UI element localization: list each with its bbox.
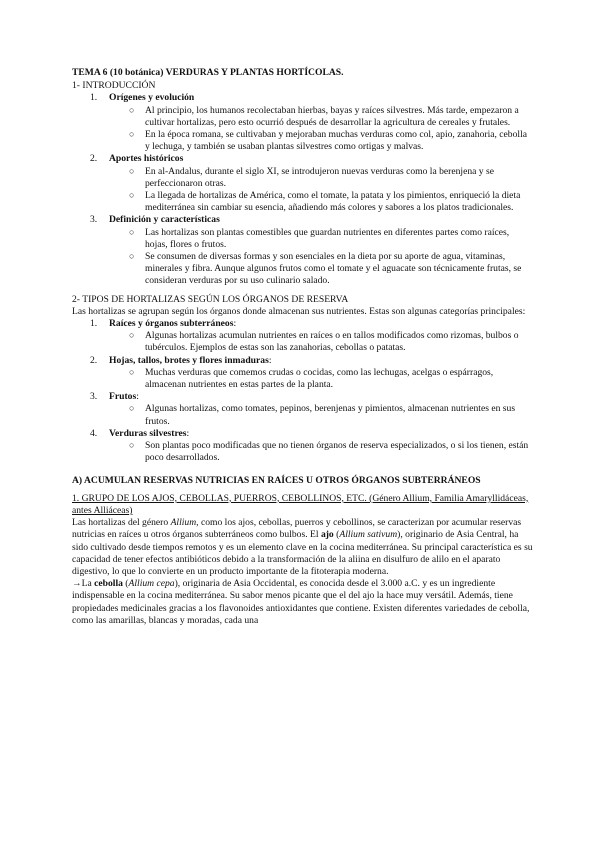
list-item-label: Hojas, tallos, brotes y flores inmaduras: [109, 354, 269, 366]
list-item: [72, 214, 534, 287]
section-2-intro: Las hortalizas se agrupan según los órganos donde almacenan sus nutrientes. Estas son algunas categorías principales:: [72, 305, 526, 317]
paragraph-cebolla: →La cebolla (Allium cepa), originaria de Asia Occidental, es conocida desde el 3.000 a.C. y es un ingrediente indispensable en la cocina mediterránea. Su sabor menos picante que el del ajo la hace muy versátil. Además, tiene propiedades medicinales gracias a los flavonoides antioxidantes que contiene. Existen diferentes variedades de cebolla, como las amarillas, blancas y moradas, cada una: [72, 578, 530, 626]
bullet-list: [109, 367, 534, 391]
section-1-list: [72, 92, 534, 287]
list-item-label: Frutos: [109, 391, 137, 403]
section-a-subheading: 1. GRUPO DE LOS AJOS, CEBOLLAS, PUERROS, CEBOLLINOS, ETC. (Género Allium, Familia Amaryllidáceas, antes Alliáceas): [72, 492, 529, 516]
list-item-label: Raíces y órganos subterráneos: [109, 318, 234, 330]
list-item-label: Definición y características: [109, 214, 220, 226]
list-number: 1.: [90, 92, 98, 104]
bullet-item: ○ Muchas verduras que comemos crudas o cocidas, como las lechugas, acelgas o espárragos, almacenan nutrientes en estas partes de la planta.: [129, 366, 494, 391]
bullet-item: ○ La llegada de hortalizas de América, como el tomate, la patata y los pimientos, enriqueció la dieta mediterránea sin cambiar su esencia, añadiendo más colores y sabores a los platos tradicionales.: [129, 190, 521, 214]
list-item-label: Orígenes y evolución: [109, 92, 195, 104]
list-item: [72, 153, 534, 214]
section-1-heading: 1- INTRODUCCIÓN: [72, 80, 156, 92]
list-number: 3.: [90, 214, 98, 226]
circle-bullet-icon: ○: [129, 104, 135, 115]
list-item-label: Verduras silvestres: [109, 427, 187, 439]
bullet-item: ○ Son plantas poco modificadas que no tienen órganos de reserva especializados, o si los tienen, están poco desarrollados.: [129, 440, 529, 464]
circle-bullet-icon: ○: [129, 226, 135, 237]
list-number: 1.: [90, 318, 98, 330]
list-item: 4. Verduras silvestres: ○ Son plantas poco modificadas que no tienen órganos de reserva especializados, o si los tienen, están poco desarrollados.: [72, 428, 534, 465]
list-number: 3.: [90, 391, 98, 403]
bullet-item: ○ Algunas hortalizas, como tomates, pepinos, berenjenas y pimientos, almacenan nutrientes en sus frutos.: [129, 403, 516, 427]
bullet-item: ○ En la época romana, se cultivaban y mejoraban muchas verduras como col, apio, zanahoria, cebolla y lechuga, y también se usaban plantas silvestres como ortigas y malvas.: [129, 129, 527, 153]
circle-bullet-icon: ○: [129, 330, 135, 341]
circle-bullet-icon: ○: [129, 366, 135, 377]
bullet-list: [109, 166, 534, 215]
page-title: TEMA 6 (10 botánica) VERDURAS Y PLANTAS HORTÍCOLAS.: [72, 67, 344, 78]
list-item: [72, 92, 534, 153]
list-item-label: Aportes históricos: [109, 153, 184, 165]
bullet-list: [109, 403, 534, 427]
paragraph-ajo: Las hortalizas del género Allium, como los ajos, cebollas, puerros y cebollinos, se caracterizan por acumular reservas nutricias en raíces u otros órganos subterráneos como bulbos. El ajo (Allium sativum), originario de Asia Central, ha sido cultivado desde tiempos remotos y es un elemento clave en la cocina mediterránea. Su principal característica es su capacidad de tener efectos antibióticos debido a la transformación de la aliina en disulfuro de alilo en el aparato digestivo, lo que lo convierte en un producto importante de la fitoterapia moderna.: [72, 517, 533, 577]
circle-bullet-icon: ○: [129, 190, 135, 201]
document-page: [72, 67, 534, 627]
bullet-list: [109, 330, 534, 354]
list-number: 2.: [90, 153, 98, 165]
bullet-item: ○ Se consumen de diversas formas y son esenciales en la dieta por su aporte de agua, vitaminas, minerales y fibra. Aunque algunos frutos como el tomate y el aguacate son técnicamente frutas, se consideran verduras por su uso culinario salado.: [129, 251, 522, 287]
list-number: 2.: [90, 354, 98, 366]
circle-bullet-icon: ○: [129, 129, 135, 140]
bullet-item: ○ Al principio, los humanos recolectaban hierbas, bayas y raíces silvestres. Más tarde, empezaron a cultivar hortalizas, pero esto ocurrió después de desarrollar la agricultura de cereales y frutales.: [129, 104, 519, 128]
bullet-item: ○ Las hortalizas son plantas comestibles que guardan nutrientes en diferentes partes como raíces, hojas, flores o frutos.: [129, 226, 510, 250]
section-a-heading: A) ACUMULAN RESERVAS NUTRICIAS EN RAÍCES U OTROS ÓRGANOS SUBTERRÁNEOS: [72, 474, 481, 486]
list-item: 1. Raíces y órganos subterráneos: ○ Algunas hortalizas acumulan nutrientes en raíces o en tallos modificados como rizomas, bulbos o tubérculos. Ejemplos de estas son las zanahorias, cebollas o patatas.: [72, 318, 534, 355]
bullet-list: [109, 227, 534, 288]
list-item: 3. Frutos: ○ Algunas hortalizas, como tomates, pepinos, berenjenas y pimientos, almacenan nutrientes en sus frutos.: [72, 391, 534, 428]
list-item: 2. Hojas, tallos, brotes y flores inmaduras: ○ Muchas verduras que comemos crudas o cocidas, como las lechugas, acelgas o espárragos, almacenan nutrientes en estas partes de la planta.: [72, 355, 534, 392]
circle-bullet-icon: ○: [129, 440, 135, 451]
bullet-item: ○ Algunas hortalizas acumulan nutrientes en raíces o en tallos modificados como rizomas, bulbos o tubérculos. Ejemplos de estas son las zanahorias, cebollas o patatas.: [129, 330, 519, 354]
list-number: 4.: [90, 427, 98, 439]
section-2-list: [72, 318, 534, 464]
circle-bullet-icon: ○: [129, 165, 135, 176]
bullet-list: [109, 105, 534, 154]
bullet-item: ○ En al-Andalus, durante el siglo XI, se introdujeron nuevas verduras como la berenjena y se perfeccionaron otras.: [129, 165, 494, 189]
bullet-list: [109, 440, 534, 464]
section-2-heading: 2- TIPOS DE HORTALIZAS SEGÚN LOS ÓRGANOS DE RESERVA: [72, 293, 349, 305]
circle-bullet-icon: ○: [129, 403, 135, 414]
circle-bullet-icon: ○: [129, 251, 135, 262]
